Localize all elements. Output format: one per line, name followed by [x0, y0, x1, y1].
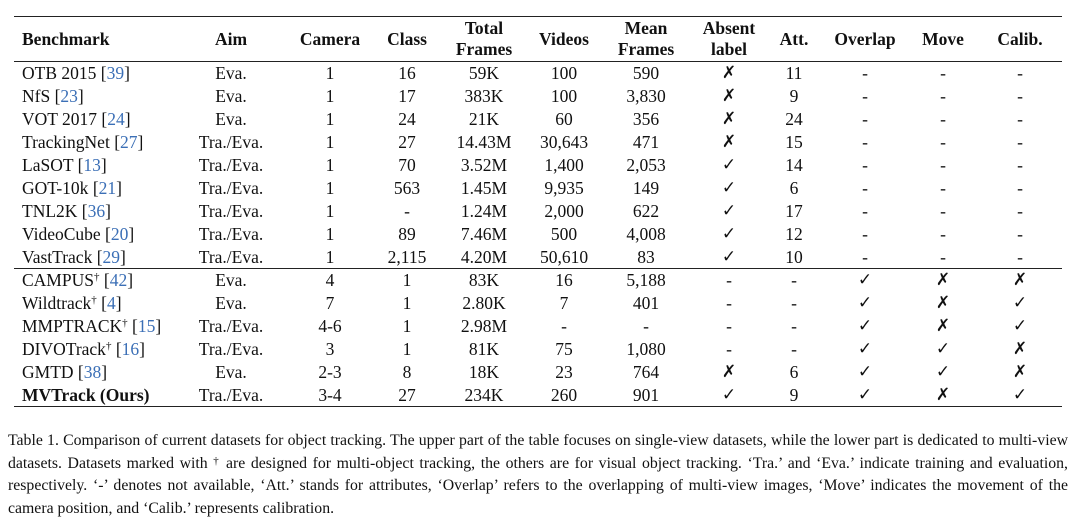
cell-move: -: [940, 200, 946, 221]
benchmark-name: GMTD: [22, 362, 78, 383]
citation-link[interactable]: 15: [137, 316, 156, 337]
cell-videos: 75: [555, 339, 573, 360]
cell-absent: -: [726, 339, 732, 360]
benchmark-name: Wildtrack: [22, 293, 92, 314]
cell-overlap: -: [862, 177, 868, 198]
cell-class: 70: [398, 155, 416, 175]
cell-total: 81K: [468, 339, 500, 360]
benchmark-name: VOT 2017: [22, 109, 102, 130]
cell-class: 27: [398, 132, 416, 153]
benchmark-name: TNL2K: [22, 200, 82, 221]
cell-att: 24: [785, 109, 803, 130]
cell-videos: 260: [550, 384, 578, 405]
benchmark-name: VideoCube: [22, 223, 106, 244]
table-row: [14, 131, 1062, 154]
cell-aim: Tra./Eva.: [198, 155, 264, 175]
cell-overlap: -: [862, 155, 868, 175]
cell-class: 2,115: [387, 246, 427, 267]
cell-camera: 1: [325, 155, 335, 175]
citation-link[interactable]: 39: [106, 63, 125, 84]
cell-videos: 23: [555, 362, 573, 383]
citation-link[interactable]: 13: [83, 155, 101, 175]
cell-class: 8: [402, 362, 412, 383]
cell-total: 234K: [464, 384, 504, 405]
cell-benchmark: VideoCube [20]: [22, 223, 135, 244]
cross-icon: ✗: [721, 362, 737, 383]
cell-camera: 3: [325, 339, 335, 360]
check-icon: ✓: [1012, 384, 1028, 405]
table-row: [14, 222, 1062, 245]
check-icon: ✓: [721, 177, 737, 198]
cell-mean: 2,053: [626, 155, 666, 175]
cell-overlap: -: [862, 86, 868, 107]
cell-move: -: [940, 223, 946, 244]
cell-benchmark: Wildtrack† [4]: [22, 293, 122, 314]
cell-att: -: [791, 316, 797, 337]
table-row: [14, 338, 1062, 361]
table-row: [14, 361, 1062, 384]
cell-videos: 1,400: [544, 155, 584, 175]
cell-att: 12: [785, 223, 803, 244]
benchmark-name: MMPTRACK: [22, 316, 123, 337]
cell-camera: 4-6: [318, 316, 342, 337]
cell-mean: 471: [632, 132, 660, 153]
header-mean-frames: Mean Frames: [617, 18, 675, 59]
table-row: [14, 62, 1062, 85]
cell-aim: Eva.: [215, 86, 247, 107]
cell-aim: Eva.: [215, 63, 247, 84]
table-body: [14, 62, 1062, 407]
cell-benchmark: LaSOT [13]: [22, 155, 107, 175]
cell-calib: -: [1017, 63, 1023, 84]
cross-icon: ✗: [935, 384, 951, 405]
cell-att: 17: [785, 200, 803, 221]
dagger-mark: †: [93, 271, 100, 284]
cell-camera: 7: [325, 293, 335, 314]
check-icon: ✓: [935, 339, 951, 360]
cell-class: 27: [398, 384, 416, 405]
benchmark-name: TrackingNet: [22, 132, 115, 153]
cell-move: -: [940, 246, 946, 267]
cell-benchmark: GOT-10k [21]: [22, 177, 122, 198]
cross-icon: ✗: [935, 316, 951, 337]
cell-total: 14.43M: [456, 132, 512, 153]
check-icon: ✓: [857, 384, 873, 405]
cell-aim: Tra./Eva.: [198, 246, 264, 267]
cell-total: 7.46M: [460, 223, 508, 244]
table-row: [14, 199, 1062, 222]
cell-absent: -: [726, 270, 732, 291]
cross-icon: ✗: [721, 132, 737, 153]
cell-total: 83K: [468, 270, 500, 291]
cell-mean: 149: [632, 177, 660, 198]
cell-camera: 1: [325, 63, 335, 84]
cell-class: 24: [398, 109, 416, 130]
table-row: [14, 315, 1062, 338]
cell-mean: 4,008: [626, 223, 666, 244]
cell-total: 21K: [468, 109, 500, 130]
cell-videos: 16: [555, 270, 573, 291]
cell-camera: 1: [325, 246, 335, 267]
cell-total: 1.24M: [460, 200, 508, 221]
cell-mean: 1,080: [626, 339, 666, 360]
citation-link[interactable]: 4: [106, 293, 116, 314]
cell-camera: 1: [325, 177, 335, 198]
caption-dagger: †: [213, 454, 221, 467]
cell-total: 1.45M: [460, 177, 508, 198]
cell-absent: -: [726, 293, 732, 314]
cell-benchmark: OTB 2015 [39]: [22, 63, 130, 84]
cell-videos: 60: [555, 109, 573, 130]
header-class: Class: [387, 28, 427, 49]
cell-overlap: -: [862, 200, 868, 221]
cell-att: 6: [789, 362, 799, 383]
cross-icon: ✗: [1012, 339, 1028, 360]
check-icon: ✓: [721, 223, 737, 244]
cell-total: 3.52M: [460, 155, 508, 175]
table-caption: Table 1. Comparison of current datasets for object tracking. The upper part of the table focuses on single-view datasets, while the lower part is dedicated to multi-view datasets. Datasets marked with † are designed for multi-object tracking, the others are for visual object tracking. ‘Tra.’ and ‘Eva.’ indicate training and evaluation, respectively. ‘-’ denotes not available, ‘Att.’ stands for attributes, ‘Overlap’ refers to the overlapping of multi-view images, ‘Move’ indicates the movement of the camera position, and ‘Calib.’ represents calibration.: [8, 432, 1069, 517]
cell-camera: 3-4: [318, 384, 342, 405]
cell-class: 17: [398, 86, 416, 107]
cell-mean: 590: [632, 63, 660, 84]
cell-videos: 50,610: [539, 246, 589, 267]
cell-benchmark: GMTD [38]: [22, 362, 108, 383]
cell-aim: Tra./Eva.: [198, 339, 264, 360]
cell-aim: Tra./Eva.: [198, 223, 264, 244]
cell-mean: -: [643, 316, 649, 337]
cell-mean: 764: [632, 362, 660, 383]
cell-mean: 356: [632, 109, 660, 130]
check-icon: ✓: [1012, 293, 1028, 314]
cross-icon: ✗: [721, 109, 737, 130]
cell-overlap: -: [862, 132, 868, 153]
benchmark-name: GOT-10k: [22, 177, 93, 198]
cell-total: 2.80K: [462, 293, 506, 314]
check-icon: ✓: [721, 200, 737, 221]
citation-link[interactable]: 27: [120, 132, 138, 153]
header-move: Move: [922, 28, 964, 49]
cell-calib: -: [1017, 223, 1023, 244]
table-row: [14, 383, 1062, 406]
cell-total: 59K: [468, 63, 500, 84]
cell-att: 9: [789, 384, 799, 405]
citation-link[interactable]: 23: [60, 86, 78, 107]
header-total-frames: Total Frames: [455, 18, 513, 59]
comparison-table: [14, 16, 1062, 407]
cell-class: 16: [398, 63, 416, 84]
cell-videos: 100: [550, 63, 578, 84]
header-absent-label: Absent label: [702, 18, 756, 59]
benchmark-name: OTB 2015: [22, 63, 101, 84]
cell-benchmark: DIVOTrack† [16]: [22, 339, 145, 360]
cell-att: 14: [785, 155, 803, 175]
table-row: [14, 292, 1062, 315]
cell-videos: 2,000: [544, 200, 584, 221]
cell-overlap: -: [862, 109, 868, 130]
cell-class: -: [404, 200, 410, 221]
header-calib: Calib.: [997, 28, 1043, 49]
citation-link[interactable]: 42: [109, 270, 128, 291]
cell-overlap: -: [862, 223, 868, 244]
cell-benchmark: VOT 2017 [24]: [22, 109, 131, 130]
benchmark-name: VastTrack: [22, 246, 97, 267]
table-row: [14, 245, 1062, 268]
cell-videos: 30,643: [539, 132, 589, 153]
cell-calib: -: [1017, 200, 1023, 221]
cell-calib: -: [1017, 155, 1023, 175]
header-camera: Camera: [299, 28, 361, 49]
cell-aim: Tra./Eva.: [198, 132, 264, 153]
cell-aim: Eva.: [215, 109, 247, 130]
cell-absent: -: [726, 316, 732, 337]
cell-class: 563: [393, 177, 421, 198]
cell-total: 18K: [468, 362, 500, 383]
cell-mean: 901: [632, 384, 660, 405]
cell-total: 383K: [464, 86, 504, 107]
benchmark-name: NfS: [22, 86, 55, 107]
cell-calib: -: [1017, 86, 1023, 107]
cross-icon: ✗: [935, 270, 951, 291]
cell-att: -: [791, 293, 797, 314]
cell-camera: 1: [325, 200, 335, 221]
cell-class: 1: [402, 293, 412, 314]
cell-total: 2.98M: [460, 316, 508, 337]
citation-link[interactable]: 20: [110, 223, 129, 244]
cell-benchmark: VastTrack [29]: [22, 246, 126, 267]
check-icon: ✓: [721, 384, 737, 405]
cross-icon: ✗: [721, 63, 737, 84]
cell-videos: 500: [550, 223, 578, 244]
cell-calib: -: [1017, 177, 1023, 198]
cell-mean: 622: [632, 200, 660, 221]
cell-videos: 100: [550, 86, 578, 107]
cell-att: 9: [789, 86, 799, 107]
cross-icon: ✗: [721, 86, 737, 107]
table-row: [14, 176, 1062, 199]
citation-link[interactable]: 29: [102, 246, 121, 267]
cell-videos: -: [561, 316, 567, 337]
citation-link[interactable]: 24: [107, 109, 125, 130]
table-row: [14, 85, 1062, 108]
cell-aim: Eva.: [215, 362, 247, 383]
cell-aim: Tra./Eva.: [198, 177, 264, 198]
cell-att: 10: [785, 246, 803, 267]
dagger-mark: †: [105, 340, 112, 353]
benchmark-name: CAMPUS: [22, 270, 94, 291]
table-row: [14, 154, 1062, 177]
citation-link[interactable]: 36: [87, 200, 106, 221]
cell-benchmark: TrackingNet [27]: [22, 132, 144, 153]
cell-move: -: [940, 177, 946, 198]
cell-move: -: [940, 132, 946, 153]
cell-class: 1: [402, 270, 412, 291]
cell-mean: 3,830: [626, 86, 666, 107]
cell-calib: -: [1017, 132, 1023, 153]
cell-class: 1: [402, 339, 412, 360]
cell-mean: 5,188: [626, 270, 666, 291]
cell-calib: -: [1017, 246, 1023, 267]
check-icon: ✓: [857, 293, 873, 314]
citation-link[interactable]: 21: [98, 177, 117, 198]
cell-camera: 2-3: [318, 362, 342, 383]
check-icon: ✓: [857, 316, 873, 337]
cell-aim: Tra./Eva.: [198, 316, 264, 337]
cell-aim: Tra./Eva.: [198, 384, 264, 405]
benchmark-name: DIVOTrack: [22, 339, 106, 360]
dagger-mark: †: [91, 294, 97, 307]
citation-link[interactable]: 38: [83, 362, 102, 383]
check-icon: ✓: [935, 362, 951, 383]
cell-videos: 9,935: [544, 177, 584, 198]
header-att: Att.: [779, 28, 809, 49]
cell-aim: Eva.: [215, 270, 247, 291]
cell-att: 6: [789, 177, 799, 198]
check-icon: ✓: [857, 270, 873, 291]
cell-camera: 1: [325, 132, 335, 153]
cell-aim: Tra./Eva.: [198, 200, 264, 221]
cross-icon: ✗: [935, 293, 951, 314]
cell-benchmark: [14, 383, 176, 406]
check-icon: ✓: [1012, 316, 1028, 337]
citation-link[interactable]: 16: [121, 339, 140, 360]
cell-calib: -: [1017, 109, 1023, 130]
header-videos: Videos: [539, 28, 589, 49]
table-row: [14, 108, 1062, 131]
benchmark-name: LaSOT: [22, 155, 78, 175]
cross-icon: ✗: [1012, 362, 1028, 383]
cell-overlap: -: [862, 246, 868, 267]
cell-camera: 1: [325, 86, 335, 107]
cell-aim: Eva.: [215, 293, 247, 314]
cell-att: 11: [785, 63, 803, 84]
cell-class: 1: [402, 316, 412, 337]
cell-overlap: -: [862, 63, 868, 84]
check-icon: ✓: [857, 362, 873, 383]
cell-camera: 1: [325, 223, 335, 244]
cell-benchmark: NfS [23]: [22, 86, 84, 107]
cell-class: 89: [398, 223, 416, 244]
cell-camera: 4: [325, 270, 335, 291]
check-icon: ✓: [721, 155, 737, 175]
cross-icon: ✗: [1012, 270, 1028, 291]
benchmark-name: MVTrack (Ours): [22, 384, 150, 405]
table-header-row: [14, 17, 1062, 62]
cell-benchmark: TNL2K [36]: [22, 200, 111, 221]
cell-move: -: [940, 109, 946, 130]
header-benchmark: Benchmark: [22, 28, 110, 49]
dagger-mark: †: [122, 317, 128, 330]
table-row: [14, 269, 1062, 292]
cell-total: 4.20M: [460, 246, 508, 267]
cell-camera: 1: [325, 109, 335, 130]
cell-videos: 7: [559, 293, 569, 314]
cell-att: -: [791, 270, 797, 291]
cell-benchmark: MMPTRACK† [15]: [22, 316, 162, 337]
cell-move: -: [940, 155, 946, 175]
cell-mean: 401: [632, 293, 660, 314]
cell-benchmark: CAMPUS† [42]: [22, 270, 134, 291]
cell-att: 15: [785, 132, 803, 153]
check-icon: ✓: [857, 339, 873, 360]
check-icon: ✓: [721, 246, 737, 267]
header-aim: Aim: [214, 28, 248, 49]
header-overlap: Overlap: [834, 28, 896, 49]
cell-att: -: [791, 339, 797, 360]
cell-mean: 83: [637, 246, 655, 267]
cell-move: -: [940, 63, 946, 84]
cell-move: -: [940, 86, 946, 107]
